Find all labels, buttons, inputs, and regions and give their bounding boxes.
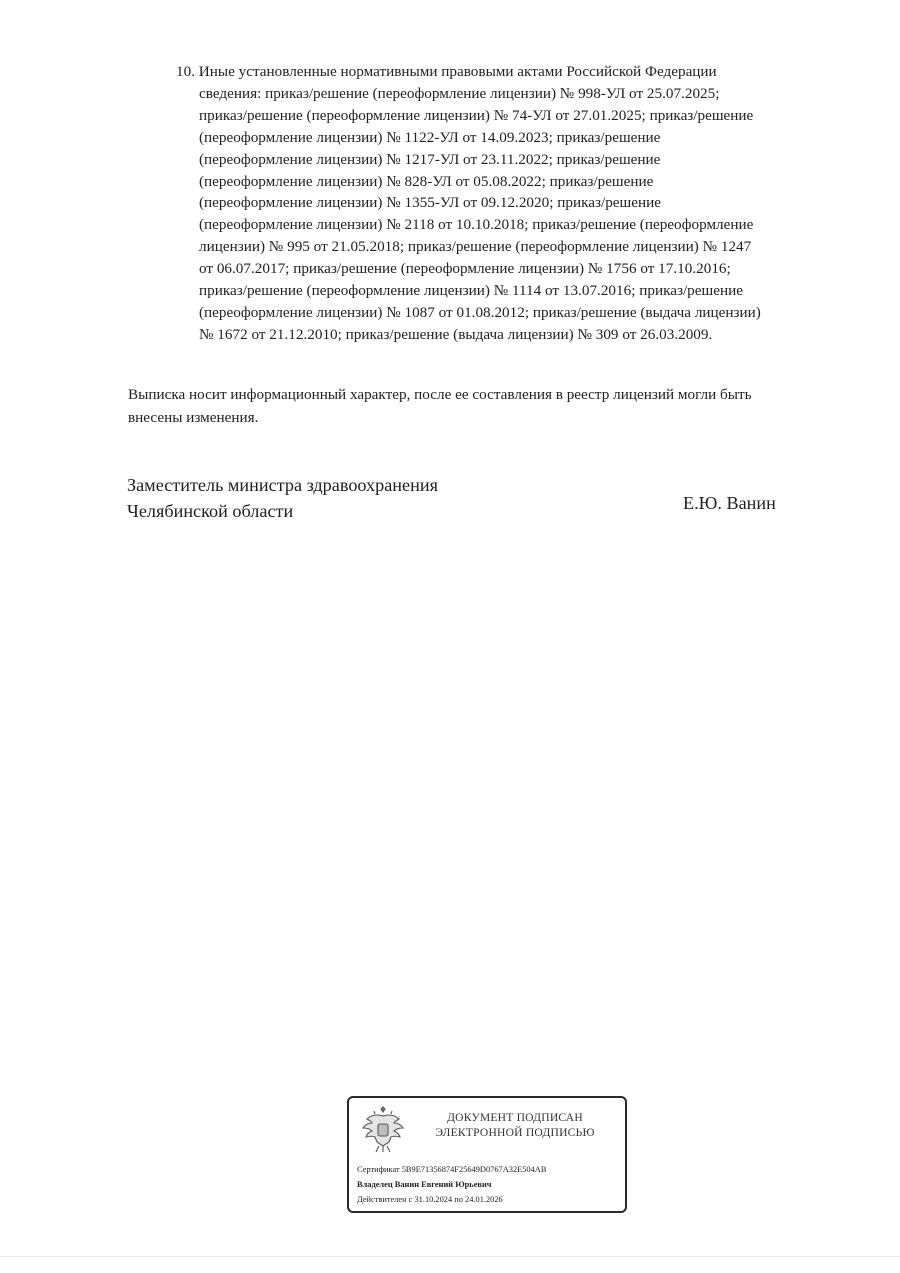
stamp-title: [415, 1110, 615, 1140]
item10-line: лицензии) № 995 от 21.05.2018; приказ/решение (переоформление лицензии) № 1247: [199, 238, 752, 256]
item10-line: (переоформление лицензии) № 2118 от 10.10.2018; приказ/решение (переоформление: [199, 216, 754, 234]
stamp-title-line: ЭЛЕКТРОННОЙ ПОДПИСЬЮ: [435, 1126, 595, 1139]
extract-notice: [128, 383, 848, 429]
item10-line: приказ/решение (переоформление лицензии) № 1114 от 13.07.2016; приказ/решение: [199, 282, 743, 300]
signer-name: Е.Ю. Ванин: [683, 493, 776, 513]
licence-info-item-10: [176, 61, 848, 346]
signer-position-line: Заместитель министра здравоохранения: [127, 475, 438, 495]
validity-row: Действителен с 31.10.2024 по 24.01.2026: [357, 1195, 503, 1204]
item10-line: (переоформление лицензии) № 1087 от 01.08.2012; приказ/решение (выдача лицензии): [199, 303, 761, 321]
item10-line: (переоформление лицензии) № 828-УЛ от 05.08.2022; приказ/решение: [199, 172, 654, 190]
item10-line: (переоформление лицензии) № 1122-УЛ от 14.09.2023; приказ/решение: [199, 128, 661, 146]
item10-line: от 06.07.2017; приказ/решение (переоформление лицензии) № 1756 от 17.10.2016;: [199, 260, 731, 278]
owner-row: [357, 1177, 546, 1192]
item10-line: сведения: приказ/решение (переоформление лицензии) № 998-УЛ от 25.07.2025;: [199, 84, 720, 102]
electronic-signature-stamp: [347, 1096, 627, 1213]
page-edge-line: [0, 1256, 900, 1257]
certificate-label: Сертификат: [357, 1165, 400, 1174]
item10-line: (переоформление лицензии) № 1217-УЛ от 23.11.2022; приказ/решение: [199, 150, 661, 168]
item10-line: № 1672 от 21.12.2010; приказ/решение (выдача лицензии) № 309 от 26.03.2009.: [199, 325, 713, 343]
coat-of-arms-icon: [359, 1106, 407, 1156]
stamp-title-line: ДОКУМЕНТ ПОДПИСАН: [447, 1111, 583, 1124]
signer-position: [127, 472, 438, 524]
stamp-details: [357, 1162, 546, 1207]
signer-position-line: Челябинской области: [127, 501, 294, 521]
certificate-row: [357, 1162, 546, 1177]
item10-line-0: 10. Иные установленные нормативными правовыми актами Российской Федерации: [176, 63, 717, 80]
item10-line: приказ/решение (переоформление лицензии) № 74-УЛ от 27.01.2025; приказ/решение: [199, 106, 754, 124]
owner-value: Ванин Евгений Юрьевич: [394, 1180, 492, 1189]
owner-label: Владелец: [357, 1180, 393, 1189]
notice-line: внесены изменения.: [128, 409, 259, 426]
item10-line: (переоформление лицензии) № 1355-УЛ от 09.12.2020; приказ/решение: [199, 194, 661, 212]
notice-line: Выписка носит информационный характер, после ее составления в реестр лицензий могли быть: [128, 386, 752, 403]
item-number: 10.: [176, 63, 195, 80]
certificate-value: 5B9E71356874F25649D0767A32E504AB: [401, 1165, 547, 1174]
